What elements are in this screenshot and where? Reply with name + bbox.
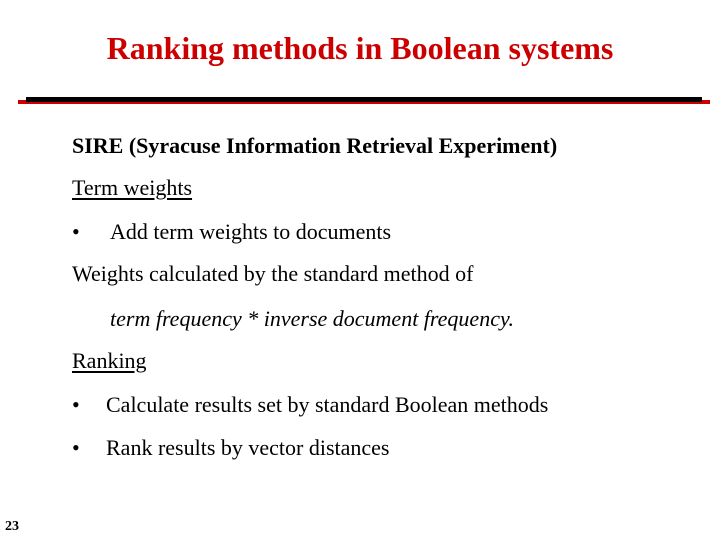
- title-underline: [26, 97, 702, 102]
- tf-idf-formula: term frequency * inverse document frequency.: [110, 306, 515, 331]
- bullet-marker: •: [72, 392, 80, 417]
- section-heading-ranking: Ranking: [72, 348, 147, 373]
- slide-subtitle: SIRE (Syracuse Information Retrieval Experiment): [72, 133, 558, 158]
- bullet-marker: •: [72, 219, 80, 244]
- bullet-calculate-results: Calculate results set by standard Boolean methods: [106, 392, 549, 417]
- page-number: 23: [5, 519, 19, 534]
- bullet-rank-results: Rank results by vector distances: [106, 435, 390, 460]
- section-heading-term-weights: Term weights: [72, 175, 193, 200]
- weights-description: Weights calculated by the standard method of: [72, 261, 474, 286]
- slide-title: Ranking methods in Boolean systems: [106, 30, 614, 66]
- bullet-add-term-weights: Add term weights to documents: [110, 219, 392, 244]
- bullet-marker: •: [72, 435, 80, 460]
